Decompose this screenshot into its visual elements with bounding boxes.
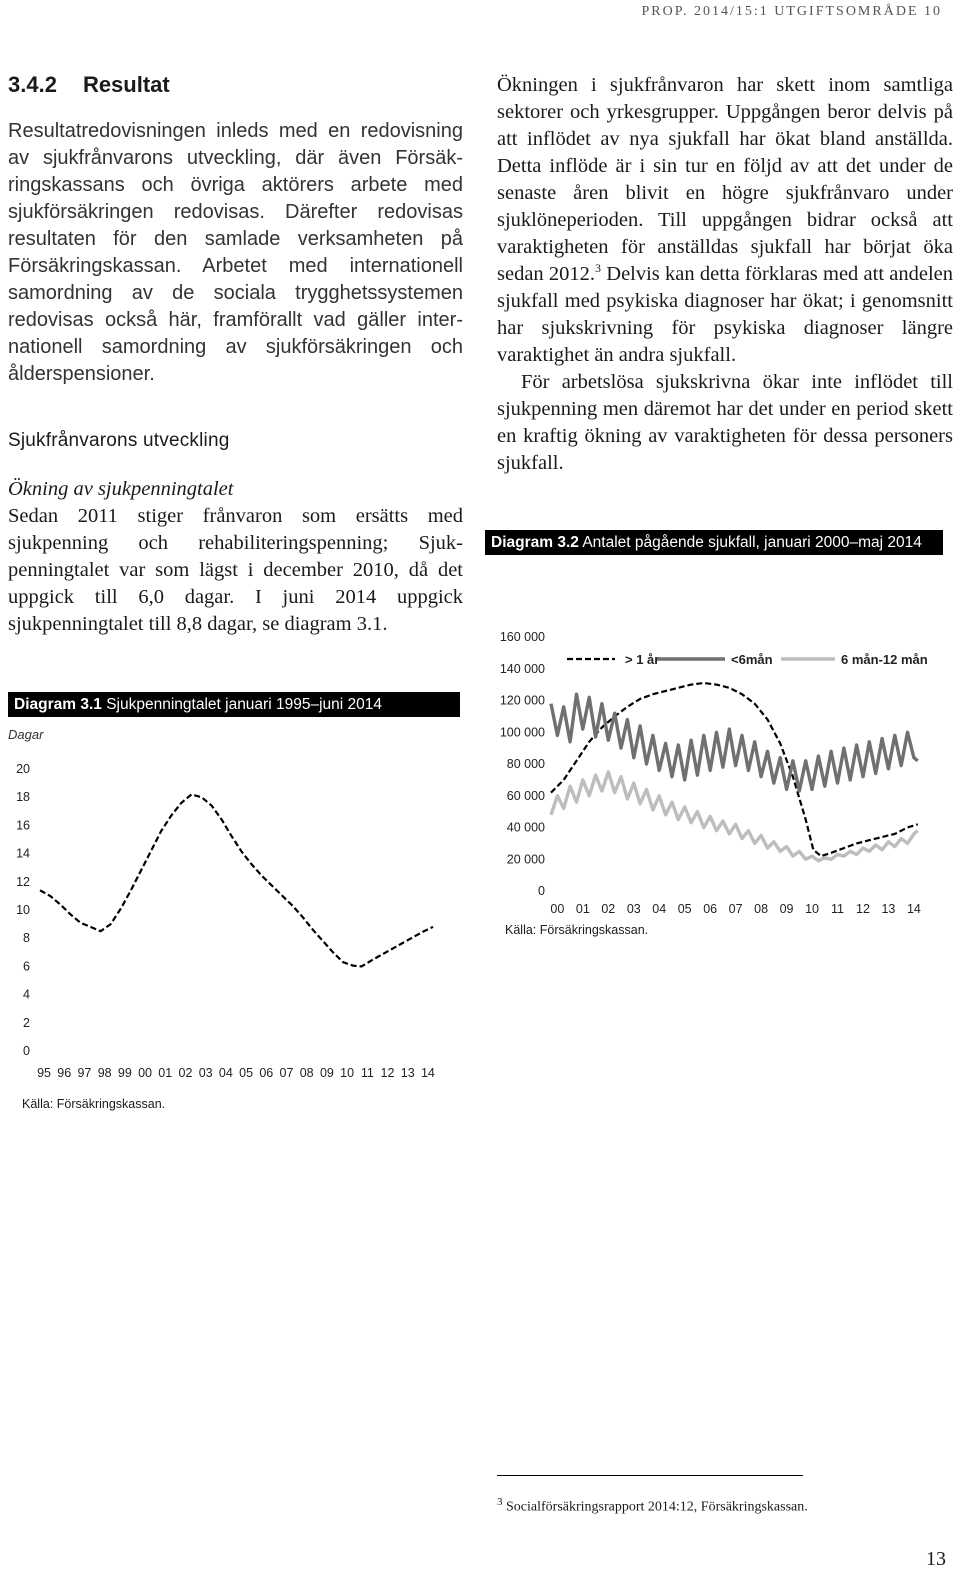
page-number: 13: [926, 1548, 946, 1570]
series-line-2: [551, 772, 918, 861]
paragraph-okningen-cont: Delvis kan detta förklaras med att andelen sjukfall med psykiska diagnoser har ökat; i genomsnitt har sjukskrivning för psykiska diagnoser längre varaktighet än andra sjukfall.: [497, 263, 953, 366]
diagram-3-2: [485, 530, 943, 937]
y-tick-label: 14: [16, 846, 30, 861]
footnote: [497, 1496, 808, 1516]
x-tick-label: 12: [856, 902, 870, 916]
x-tick-label: 96: [57, 1066, 72, 1080]
x-tick-label: 14: [906, 902, 921, 916]
y-tick-label: 40 000: [506, 820, 545, 835]
y-tick-label: 80 000: [506, 757, 545, 771]
x-tick-label: 11: [831, 902, 844, 916]
y-tick-label: 18: [16, 790, 30, 805]
y-tick-label: 120 000: [499, 693, 545, 708]
x-tick-label: 07: [728, 902, 743, 916]
running-header: PROP. 2014/15:1 UTGIFTSOMRÅDE 10: [641, 4, 942, 19]
y-tick-label: 4: [23, 987, 30, 1002]
y-tick-label: 0: [538, 884, 545, 898]
x-tick-label: 95: [37, 1066, 51, 1080]
x-tick-label: 03: [198, 1066, 213, 1080]
x-tick-label: 08: [754, 902, 769, 916]
x-tick-label: 97: [77, 1066, 92, 1080]
y-tick-label: 20 000: [506, 852, 545, 867]
x-tick-label: 98: [97, 1066, 112, 1080]
y-tick-label: 0: [23, 1044, 30, 1058]
diagram-3-2-number: Diagram 3.2: [491, 534, 579, 551]
x-tick-label: 07: [279, 1066, 294, 1080]
x-tick-label: 06: [703, 902, 718, 916]
x-tick-label: 09: [319, 1066, 334, 1080]
y-tick-label: 100 000: [499, 725, 545, 740]
left-column: [8, 70, 463, 638]
chart-pagaende-sjukfall: [485, 555, 943, 925]
y-tick-label: 16: [16, 818, 30, 833]
x-tick-label: 04: [218, 1066, 233, 1080]
diagram-3-1-title-text: Sjukpenningtalet januari 1995–juni 2014: [106, 696, 382, 713]
x-tick-label: 00: [550, 902, 565, 916]
chart-sjukpenningtalet: [8, 717, 460, 1097]
right-column: [497, 72, 953, 477]
legend-label: > 1 år: [625, 652, 660, 667]
diagram-3-1-title: [8, 692, 460, 717]
footnote-ref[interactable]: 3: [595, 261, 602, 276]
section-title: [8, 72, 463, 98]
y-tick-label: 160 000: [499, 630, 545, 644]
x-tick-label: 05: [677, 902, 692, 916]
x-tick-label: 10: [805, 902, 819, 916]
legend-label: 6 mån-12 mån: [841, 652, 928, 667]
y-unit-label: Dagar: [8, 727, 44, 742]
x-tick-label: 12: [380, 1066, 395, 1080]
paragraph-sjukpenningtal: Sedan 2011 stiger frånvaron som ersätts med sjukpenning och rehabiliteringspenning; Sjukpenningtalet var som lägst i december 2010, då det uppgick till 6,0 dagar. I juni 2014 uppgick sjukpenningtalet till 8,8 dagar, se diagram 3.1.: [8, 505, 463, 635]
x-tick-label: 04: [652, 902, 667, 916]
x-tick-label: 01: [575, 902, 590, 916]
footnote-text: Socialförsäkringsrapport 2014:12, Försäkringskassan.: [506, 1499, 808, 1515]
y-tick-label: 10: [16, 903, 30, 917]
diagram-3-1-number: Diagram 3.1: [14, 696, 102, 713]
diagram-3-1-source: Källa: Försäkringskassan.: [22, 1097, 166, 1111]
y-tick-label: 8: [23, 931, 30, 946]
x-tick-label: 03: [626, 902, 641, 916]
y-tick-label: 12: [16, 874, 30, 889]
subheading: Sjukfrånvarons utveckling: [8, 430, 230, 451]
x-tick-label: 14: [420, 1066, 435, 1080]
x-tick-label: 08: [299, 1066, 314, 1080]
y-tick-label: 60 000: [506, 788, 545, 803]
section-number: 3.4.2: [8, 72, 57, 97]
series-line-0: [40, 794, 433, 966]
paragraph-okningen: [497, 72, 953, 369]
diagram-3-2-title: [485, 530, 943, 555]
x-tick-label: 00: [138, 1066, 153, 1080]
x-tick-label: 10: [340, 1066, 355, 1080]
y-tick-label: 2: [23, 1015, 30, 1030]
paragraph-intro: Resultatredovisningen inleds med en redovisning av sjukfrånvarons utveckling, där även Försäkringskassans och övriga aktörers arbete med sjukförsäkringen redovisas. Därefter redovisas resultaten för den samlade verksamheten på Försäkringskassan. Arbetet med internationell samordning av de sociala trygghetssystemen redovisas också här, framförallt vad gäller internationell samordning av sjukförsäkringen och ålderspensioner.: [8, 120, 463, 385]
x-tick-label: 13: [881, 902, 896, 916]
y-tick-label: 20: [16, 762, 30, 776]
diagram-3-2-title-text: Antalet pågående sjukfall, januari 2000–maj 2014: [582, 534, 922, 551]
y-tick-label: 6: [23, 959, 30, 974]
diagram-3-2-source: Källa: Försäkringskassan.: [505, 923, 649, 937]
x-tick-label: 01: [158, 1066, 173, 1080]
legend-label: <6mån: [731, 652, 773, 667]
x-tick-label: 02: [178, 1066, 193, 1080]
diagram-3-1: [8, 692, 460, 1111]
paragraph-arbetslosa: För arbetslösa sjukskrivna ökar inte inflödet till sjukpenning men däremot har det under en period skett en kraftig ökning av varaktigheten för dessa personers sjukfall.: [497, 371, 953, 474]
x-tick-label: 09: [779, 902, 794, 916]
x-tick-label: 06: [259, 1066, 274, 1080]
section-heading: Resultat: [82, 72, 170, 97]
y-tick-label: 140 000: [499, 661, 545, 676]
x-tick-label: 13: [400, 1066, 415, 1080]
x-tick-label: 05: [239, 1066, 254, 1080]
x-tick-label: 99: [117, 1066, 132, 1080]
footnote-number: 3: [497, 1496, 503, 1508]
italic-heading: Ökning av sjukpenningtalet: [8, 478, 234, 500]
x-tick-label: 11: [360, 1066, 374, 1080]
paragraph-okningen-text: Ökningen i sjukfrånvaron har skett inom samtliga sektorer och yrkesgrupper. Uppgången beror delvis på att inflödet av nya sjukfall har ökat bland anställda. Detta inflöde är i sin tur en följd av att det under de senaste åren blivit en högre sjukfrånvaro under sjuklöneperioden. Till uppgången bidrar också att varaktigheten för anställdas sjukfall har börjat öka sedan 2012.: [497, 74, 953, 285]
footnote-rule: [497, 1475, 803, 1476]
x-tick-label: 02: [601, 902, 616, 916]
